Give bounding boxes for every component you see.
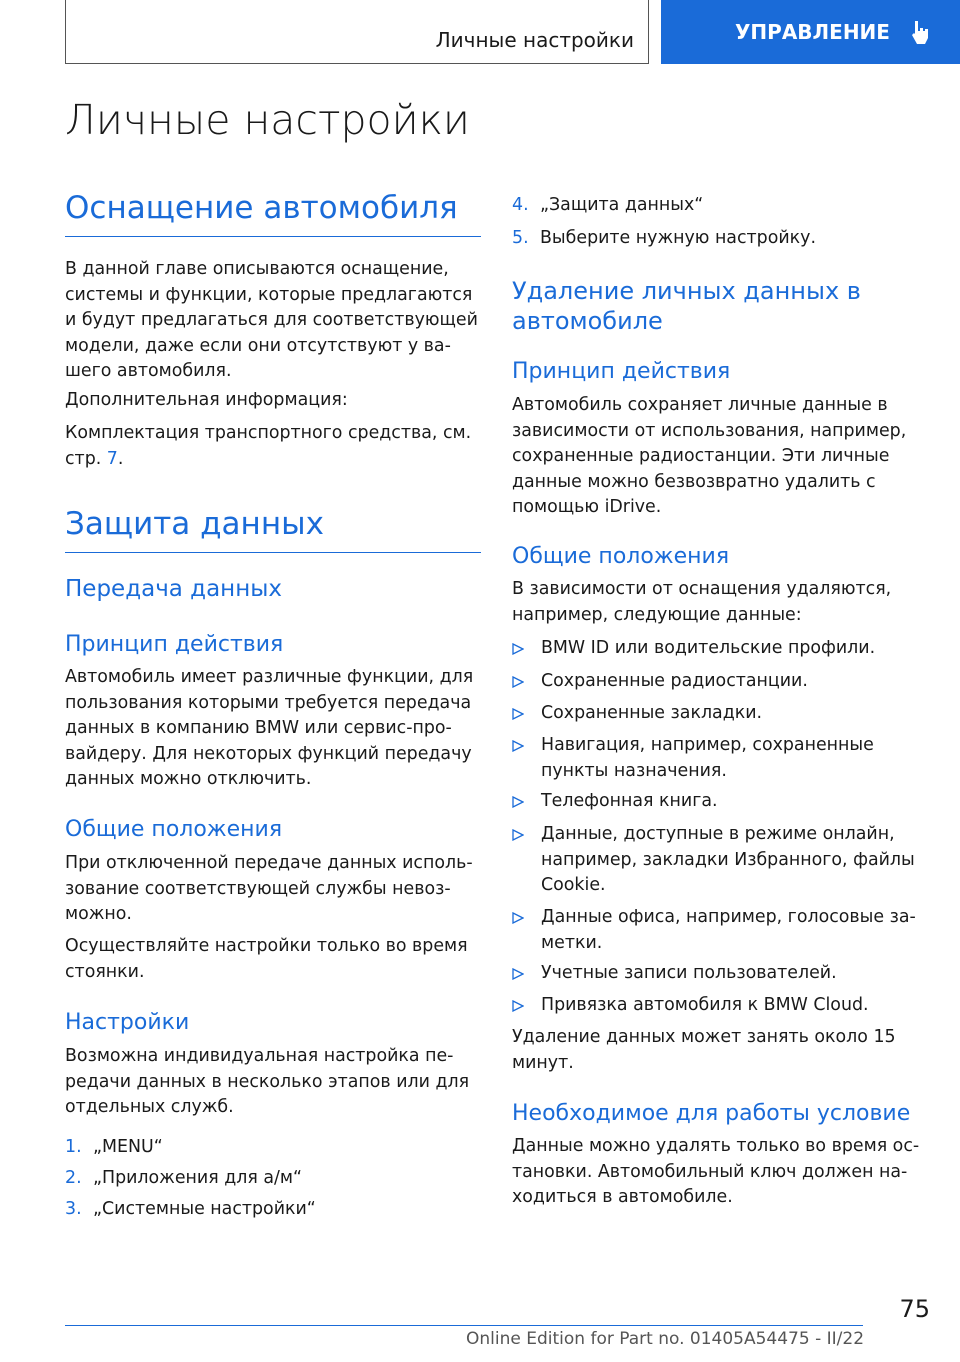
- kit-text: Комплектация транспортного средства, см. стр.: [65, 423, 472, 469]
- paragraph-equipment: В данной главе описываются оснащение, системы и функции, которые предлагаются и будут предлагаться для соответствующей модели, даже если они отсутствуют у ва-шего автомобиля.: [65, 259, 478, 381]
- paragraph-requirement: Данные можно удалять только во время ос-тановки. Автомобильный ключ должен на-ходиться в автомобиле.: [512, 1136, 920, 1207]
- step-number: 2.: [65, 1168, 82, 1188]
- bullet-text: Учетные записи пользователей.: [541, 963, 837, 983]
- header-section-label: Личные настройки: [435, 28, 634, 52]
- footer-divider: [65, 1325, 863, 1326]
- step-number: 4.: [512, 195, 529, 215]
- list-item: [65, 1197, 316, 1223]
- bullet-text: BMW ID или водительские профили.: [541, 638, 876, 658]
- heading-principle-right: Принцип действия: [512, 359, 731, 384]
- bullet-text: Данные офиса, например, голосовые за-метки.: [541, 907, 916, 953]
- list-item: [512, 789, 932, 815]
- step-number: 3.: [65, 1199, 82, 1219]
- step-number: 1.: [65, 1137, 82, 1157]
- paragraph-general-right: В зависимости от оснащения удаляются, например, следующие данные:: [512, 579, 892, 625]
- bullet-triangle-icon: [512, 1000, 524, 1012]
- heading-delete-data: [512, 276, 861, 336]
- header-chapter-label: УПРАВЛЕНИЕ: [735, 20, 890, 44]
- bullet-triangle-icon: [512, 796, 524, 808]
- kit-suffix: .: [117, 448, 124, 469]
- heading-general: Общие положения: [65, 817, 283, 842]
- heading-settings: Настройки: [65, 1010, 190, 1035]
- page-link[interactable]: 7: [106, 448, 118, 469]
- heading-general-right: Общие положения: [512, 544, 730, 569]
- heading-principle: Принцип действия: [65, 632, 284, 657]
- paragraph-settings: Возможна индивидуальная настройка пе-редачи данных в несколько этапов или для отдельных служб.: [65, 1046, 470, 1117]
- pointing-hand-icon: [908, 19, 932, 45]
- heading-delete-line-1: Удаление личных данных в: [512, 277, 861, 305]
- list-item: [512, 636, 932, 662]
- bullet-text: Сохраненные закладки.: [541, 703, 763, 723]
- list-item: [512, 733, 932, 784]
- heading-data-transfer: Передача данных: [65, 576, 283, 602]
- step-number: 5.: [512, 228, 529, 248]
- list-item: [65, 1166, 302, 1192]
- list-item: [512, 701, 932, 727]
- paragraph-principle-right: Автомобиль сохраняет личные данные в зависимости от использования, например, сохраненные радиостанции. Эти личные данные можно безвозвратно удалить с помощью iDrive.: [512, 395, 907, 517]
- step-text: Выберите нужную настройку.: [540, 228, 816, 248]
- bullet-text: Навигация, например, сохраненные пункты назначения.: [541, 735, 874, 781]
- bullet-triangle-icon: [512, 643, 524, 655]
- bullet-triangle-icon: [512, 968, 524, 980]
- paragraph-general-1: При отключенной передаче данных исполь-зование соответствующей службы невоз-можно.: [65, 853, 473, 924]
- bullet-triangle-icon: [512, 912, 524, 924]
- heading-requirement: Необходимое для работы условие: [512, 1101, 911, 1126]
- bullet-triangle-icon: [512, 829, 524, 841]
- step-text: „Системные настройки“: [93, 1199, 316, 1219]
- bullet-text: Сохраненные радиостанции.: [541, 671, 808, 691]
- header-chapter-banner: [661, 0, 960, 64]
- list-item: [512, 905, 932, 956]
- paragraph-general-2: Осуществляйте настройки только во время стоянки.: [65, 936, 468, 982]
- bullet-text: Привязка автомобиля к BMW Cloud.: [541, 995, 869, 1015]
- list-item: [512, 993, 932, 1019]
- heading-delete-line-2: автомобиле: [512, 307, 663, 335]
- paragraph-principle: Автомобиль имеет различные функции, для пользования которыми требуется передача данных в компанию BMW или сервис-про-вайдеру. Для некоторых функций передачу данных можно отключить.: [65, 667, 474, 789]
- header-section-tab: [65, 0, 649, 64]
- list-item: [512, 193, 703, 219]
- list-item: [512, 822, 932, 899]
- page-title: Личные настройки: [65, 96, 470, 144]
- paragraph-more-info: Дополнительная информация:: [65, 390, 348, 410]
- bullet-text: Данные, доступные в режиме онлайн, например, закладки Избранного, файлы Cookie.: [541, 824, 915, 895]
- step-text: „MENU“: [93, 1137, 163, 1157]
- list-item: [512, 961, 932, 987]
- heading-equipment: Оснащение автомобиля: [65, 190, 481, 237]
- paragraph-duration: Удаление данных может занять около 15 минут.: [512, 1027, 896, 1073]
- bullet-triangle-icon: [512, 740, 524, 752]
- page-number: 75: [899, 1295, 930, 1323]
- list-item: [65, 1135, 163, 1161]
- step-text: „Защита данных“: [540, 195, 704, 215]
- bullet-text: Телефонная книга.: [541, 791, 718, 811]
- bullet-triangle-icon: [512, 676, 524, 688]
- heading-data-protection: Защита данных: [65, 506, 481, 553]
- paragraph-kit: [65, 421, 485, 472]
- step-text: „Приложения для а/м“: [93, 1168, 302, 1188]
- list-item: [512, 226, 816, 252]
- footer-edition: Online Edition for Part no. 01405A54475 - II/22: [466, 1329, 865, 1349]
- list-item: [512, 669, 932, 695]
- bullet-triangle-icon: [512, 708, 524, 720]
